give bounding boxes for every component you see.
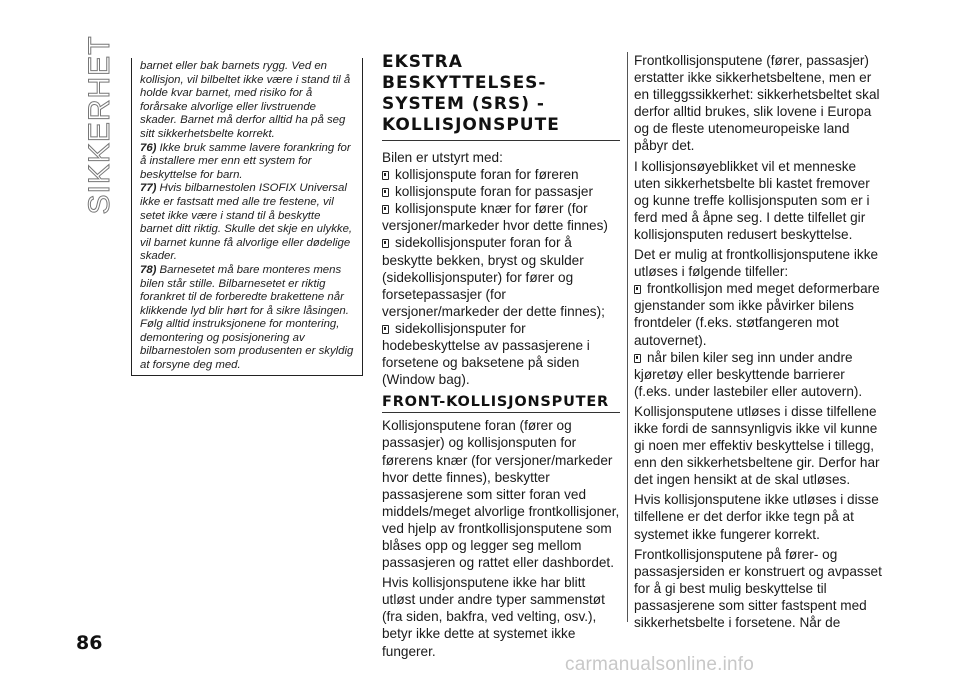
heading-front-airbags: FRONT-KOLLISJONSPUTER — [382, 394, 620, 413]
bullet-icon — [634, 285, 641, 294]
bullet-icon — [634, 354, 641, 363]
column-srs — [382, 52, 620, 663]
page-number: 86 — [76, 632, 103, 654]
paragraph: Kollisjonsputene utløses i disse tilfellene ikke fordi de sannsynligvis ikke vil kunne gi noen mer effektiv beskyttelse i tillegg, enn den sikkerhetsbeltene gir. Derfor har det ingen hensikt at de skal utløses. — [634, 403, 880, 488]
warning-continued: barnet eller bak barnets rygg. Ved en kollisjon, vil bilbeltet ikke være i stand til å holde kvar barnet, med risiko for å forårsake alvorlige eller livstruende skader. Barnet må derfor alltid ha på seg sitt sikkerhetsbelte korrekt. — [140, 60, 351, 140]
paragraph: Hvis kollisjonsputene ikke utløses i disse tilfellene er det derfor ikke tegn på at systemet ikke fungerer korrekt. — [634, 492, 879, 542]
list-item: sidekollisjonsputer foran for å beskytte bekken, bryst og skulder (sidekollisjonsputer) for fører og forsetepassasjer (for versjoner/markeder der dette finnes); — [382, 235, 605, 319]
paragraph: Frontkollisjonsputene på fører- og passasjersiden er konstruert og avpasset for å gi best mulig beskyttelse til passasjerene som sitter fastspent med sikkerhetsbelte i forsetene. Når de — [634, 546, 882, 630]
watermark: carmanualsonline.info — [565, 654, 755, 675]
list-item: når bilen kiler seg inn under andre kjøretøy eller beskyttende barrierer (f.eks. under lastebiler eller autovern). — [634, 349, 863, 399]
column-front-airbags-continued — [634, 52, 882, 634]
section-title: SIKKERHET — [83, 35, 116, 215]
section-tab — [80, 35, 120, 215]
non-deploy-list — [634, 280, 882, 400]
column-divider — [627, 52, 628, 622]
paragraph: Frontkollisjonsputene (fører, passasjer) erstatter ikke sikkerhetsbeltene, men er en tilleggssikkerhet: sikkerhetsbeltet skal derfor alltid brukes, slik lovene i Europa og de fleste utenomeuropeiske land påbyr det. — [634, 53, 880, 154]
list-item: frontkollisjon med meget deformerbare gjenstander som ikke påvirker bilens frontdeler (f.eks. støtfangeren mot autovernet). — [634, 281, 880, 348]
paragraph: Det er mulig at frontkollisjonsputene ikke utløses i følgende tilfeller: — [634, 247, 879, 280]
bullet-icon — [382, 205, 389, 214]
paragraph: I kollisjonsøyeblikket vil et menneske uten sikkerhetsbelte bli kastet fremover og kunne treffe kollisjonsputen som er i ferd med å åpne seg. I dette tilfellet gir kollisjonsputen redusert beskyttelse. — [634, 158, 870, 242]
warning-76: 76) Ikke bruk samme lavere forankring for å installere mer enn ett system for beskyttelse for barn. — [140, 141, 351, 181]
list-item: kollisjonspute knær for fører (for versjoner/markeder hvor dette finnes) — [382, 201, 608, 234]
list-item: sidekollisjonsputer for hodebeskyttelse av passasjerene i forsetene og baksetene på siden (Window bag). — [382, 320, 590, 388]
paragraph: Hvis kollisjonsputene ikke har blitt utløst under andre typer sammenstøt (fra siden, bakfra, ved velting, osv.), betyr ikke dette at systemet ikke fungerer. — [382, 575, 605, 659]
intro-text: Bilen er utstyrt med: — [382, 150, 503, 165]
bullet-icon — [382, 239, 389, 248]
bullet-icon — [382, 171, 389, 180]
bullet-icon — [382, 325, 389, 334]
warning-78: 78) Barnesetet må bare monteres mens bilen står stille. Bilbarnesetet er riktig forankret til de forberedte brakettene når klikkende lyd blir hørt for å sikre låsingen. Følg alltid instruksjonene for montering, demontering og posisjonering av bilbarnestolen som produsenten er skyldig at forsyne deg med. — [140, 263, 354, 372]
list-item: kollisjonspute foran for føreren — [382, 166, 620, 183]
heading-srs: EKSTRA BESKYTTELSES-SYSTEM (SRS) - KOLLISJONSPUTE — [382, 52, 620, 141]
paragraph: Kollisjonsputene foran (fører og passasjer) og kollisjonsputen for førerens knær (for versjoner/markeder hvor dette finnes), beskytter passasjerene som sitter foran ved middels/meget alvorlige frontkollisjoner, ved hjelp av frontkollisjonsputene som blåses opp og legger seg mellom passasjeren og rattet eller dashbordet. — [382, 418, 620, 571]
bullet-icon — [382, 188, 389, 197]
list-item: kollisjonspute foran for passasjer — [382, 183, 620, 200]
equipment-list — [382, 166, 620, 388]
warning-box — [131, 58, 363, 376]
warning-77: 77) Hvis bilbarnestolen ISOFIX Universal ikke er fastsatt med alle tre festene, vil setet ikke være i stand til å beskytte barnet ditt riktig. Skulle det skje en ulykke, vil barnet kunne få alvorlige eller dødelige skader. — [140, 182, 353, 263]
